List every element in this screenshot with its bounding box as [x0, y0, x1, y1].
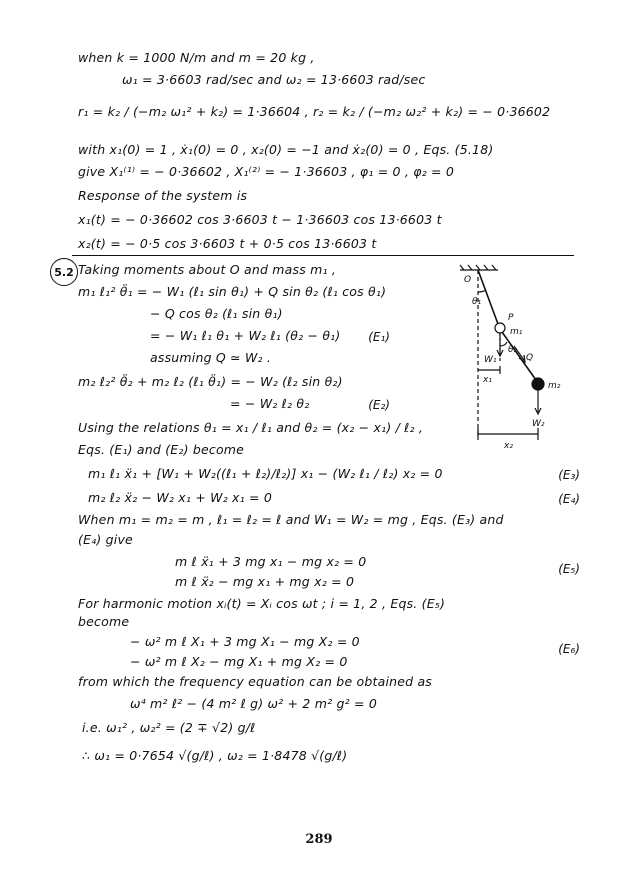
text-line: ∴ ω₁ = 0·7654 √(g/ℓ) , ω₂ = 1·8478 √(g/ℓ) [82, 748, 348, 763]
label-origin-o: O [464, 275, 472, 285]
label-displacement-x1: x₁ [483, 375, 492, 385]
equation-label: (E₆) [558, 642, 580, 656]
label-point-p: P [508, 313, 514, 323]
section-number-badge: 5.2 [50, 258, 78, 286]
text-line: − ω² m ℓ X₁ + 3 mg X₁ − mg X₂ = 0 [130, 634, 360, 649]
label-mass-m1: m₁ [510, 327, 523, 337]
text-line: = − W₂ ℓ₂ θ₂ [230, 396, 310, 411]
text-line: ω⁴ m² ℓ² − (4 m² ℓ g) ω² + 2 m² g² = 0 [130, 696, 377, 711]
label-theta2: θ₂ [508, 345, 518, 355]
text-line: when k = 1000 N/m and m = 20 kg , [78, 50, 315, 65]
text-line: (E₄) give [78, 532, 133, 547]
section-divider [72, 255, 574, 256]
label-mass-m2: m₂ [548, 381, 561, 391]
angle-theta2-arc [500, 342, 507, 346]
text-line: Using the relations θ₁ = x₁ / ℓ₁ and θ₂ = (x₂ − x₁) / ℓ₂ , [78, 420, 424, 435]
equation-label: (E₁) [368, 330, 390, 344]
text-line: ω₁ = 3·6603 rad/sec and ω₂ = 13·6603 rad/sec [122, 72, 426, 87]
text-line: m₁ ℓ₁ ẍ₁ + [W₁ + W₂((ℓ₁ + ℓ₂)/ℓ₂)] x₁ − (W₂ ℓ₁ / ℓ₂) x₂ = 0 [88, 466, 443, 481]
equation-label: (E₃) [558, 468, 580, 482]
mass-m1-bob [495, 323, 505, 333]
text-line: m ℓ ẍ₂ − mg x₁ + mg x₂ = 0 [175, 574, 355, 589]
equation-label: (E₄) [558, 492, 580, 506]
angle-theta1-arc [478, 290, 486, 292]
text-line: x₂(t) = − 0·5 cos 3·6603 t + 0·5 cos 13·6603 t [78, 236, 377, 251]
text-line: When m₁ = m₂ = m , ℓ₁ = ℓ₂ = ℓ and W₁ = W₂ = mg , Eqs. (E₃) and [78, 512, 504, 527]
label-weight-w1: W₁ [484, 355, 497, 365]
text-line: = − W₁ ℓ₁ θ₁ + W₂ ℓ₁ (θ₂ − θ₁) [150, 328, 341, 343]
text-line: m₂ ℓ₂² θ̈₂ + m₂ ℓ₂ (ℓ₁ θ̈₁) = − W₂ (ℓ₂ sin θ₂) [78, 374, 343, 389]
text-line: Taking moments about O and mass m₁ , [78, 262, 337, 277]
text-line: from which the frequency equation can be obtained as [78, 674, 433, 689]
mass-m2-bob [532, 378, 544, 390]
text-line: with x₁(0) = 1 , ẋ₁(0) = 0 , x₂(0) = −1 and ẋ₂(0) = 0 , Eqs. (5.18) [78, 142, 494, 157]
text-line: assuming Q ≃ W₂ . [150, 350, 272, 365]
double-pendulum-diagram [450, 262, 580, 452]
text-line: Eqs. (E₁) and (E₂) become [78, 442, 245, 457]
text-line: become [78, 614, 130, 629]
label-theta1: θ₁ [472, 297, 482, 307]
page-number: 289 [305, 832, 333, 847]
text-line: m₁ ℓ₁² θ̈₁ = − W₁ (ℓ₁ sin θ₁) + Q sin θ₂ (ℓ₁ cos θ₁) [78, 284, 387, 299]
text-line: m₂ ℓ₂ ẍ₂ − W₂ x₁ + W₂ x₁ = 0 [88, 490, 273, 505]
equation-label: (E₅) [558, 562, 580, 576]
text-line: Response of the system is [78, 188, 248, 203]
label-weight-w2: W₂ [532, 419, 545, 429]
equation-label: (E₂) [368, 398, 390, 412]
text-line: m ℓ ẍ₁ + 3 mg x₁ − mg x₂ = 0 [175, 554, 367, 569]
text-line: − ω² m ℓ X₂ − mg X₁ + mg X₂ = 0 [130, 654, 348, 669]
text-line: i.e. ω₁² , ω₂² = (2 ∓ √2) g/ℓ [82, 720, 256, 735]
text-line: give X₁⁽¹⁾ = − 0·36602 , X₁⁽²⁾ = − 1·36603 , φ₁ = 0 , φ₂ = 0 [78, 164, 455, 179]
text-line: x₁(t) = − 0·36602 cos 3·6603 t − 1·36603 cos 13·6603 t [78, 212, 442, 227]
label-displacement-x2: x₂ [504, 441, 513, 451]
text-line: For harmonic motion xᵢ(t) = Xᵢ cos ωt ; i = 1, 2 , Eqs. (E₅) [78, 596, 446, 611]
label-tension-q: Q [526, 353, 534, 363]
text-line: − Q cos θ₂ (ℓ₁ sin θ₁) [150, 306, 283, 321]
text-line: r₁ = k₂ / (−m₂ ω₁² + k₂) = 1·36604 , r₂ = k₂ / (−m₂ ω₂² + k₂) = − 0·36602 [78, 104, 551, 119]
